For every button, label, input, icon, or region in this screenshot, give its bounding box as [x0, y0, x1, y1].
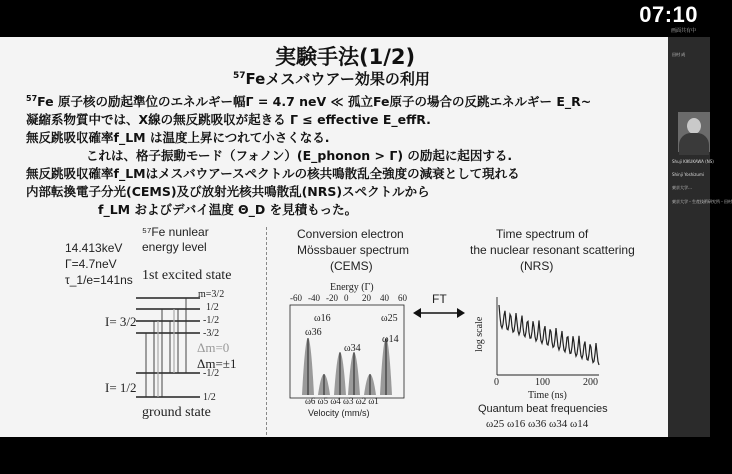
m-label: -1/2 — [203, 315, 220, 326]
nrs-header-3: (NRS) — [520, 259, 554, 273]
nrs-xtick: 100 — [535, 377, 550, 388]
cems-energy-tick: -40 — [308, 293, 320, 303]
participant-name: Shuji KIKUKAWA (NS) — [672, 159, 714, 164]
participant-name: 東京大学・生産技術研究所・田村 — [672, 199, 732, 204]
body-line: 内部転換電子分光(CEMS)及び放射光核共鳴散乱(NRS)スペクトルから — [26, 184, 430, 199]
nrs-header-2: the nuclear resonant scattering — [470, 243, 635, 257]
participant-head — [687, 118, 701, 134]
cems-energy-label: Energy (Γ) — [330, 282, 374, 293]
cems-energy-tick: 40 — [380, 293, 389, 303]
ft-double-arrow — [413, 307, 465, 319]
slide-title: 実験手法(1/2) — [275, 45, 416, 69]
cems-energy-tick: 20 — [362, 293, 371, 303]
participant-shoulders — [679, 133, 709, 155]
cems-header-1: Conversion electron — [297, 227, 404, 241]
participant-panel — [668, 37, 732, 437]
excited-state-label: 1st excited state — [142, 268, 232, 283]
cems-header-3: (CEMS) — [330, 259, 373, 273]
ft-label: FT — [432, 292, 447, 306]
delta-m-zero: Δm=0 — [197, 340, 230, 355]
cems-energy-tick: -20 — [326, 293, 338, 303]
subtitle-isotope: 57 — [233, 71, 246, 81]
lifetime-value: τ_1/e=141ns — [65, 273, 133, 287]
participant-name: 東京大学… — [672, 185, 692, 190]
body-line: これは、格子振動モード（フォノン）(E_phonon > Γ) の励起に起因する. — [86, 148, 513, 163]
cems-xlabel: Velocity (mm/s) — [308, 408, 370, 418]
nrs-time-spectrum — [495, 295, 600, 377]
nrs-ylabel: log scale — [474, 316, 485, 352]
subtitle-text: Feメスバウアー効果の利用 — [245, 70, 430, 88]
m-label: m=3/2 — [198, 289, 225, 300]
slide-subtitle — [233, 68, 430, 89]
body-line: f_LM およびデバイ温度 Θ_D を見積もった。 — [98, 202, 358, 217]
cems-omega-label: ω25 — [381, 313, 398, 324]
nrs-header-1: Time spectrum of — [496, 227, 589, 241]
share-status: 画面共有中 — [670, 28, 696, 34]
cems-energy-tick: 0 — [344, 293, 349, 303]
gamma-value: Γ=4.7neV — [65, 257, 117, 271]
body-line: 無反跳吸収確率f_LMはメスバウアースペクトルの核共鳴散乱全強度の減衰として現れる — [26, 166, 520, 181]
shared-slide — [0, 37, 668, 437]
beat-label: Quantum beat frequencies — [478, 403, 608, 415]
m-label: -3/2 — [203, 328, 220, 339]
spin-lower-label: I= 1/2 — [105, 380, 137, 395]
m-label: 1/2 — [206, 302, 219, 313]
delta-m-pm1: Δm=±1 — [197, 356, 237, 371]
level-header-2: energy level — [142, 240, 207, 254]
cems-omega-label: ω16 — [314, 313, 331, 324]
cems-omega-label: ω34 — [344, 343, 361, 354]
cems-header-2: Mössbauer spectrum — [297, 243, 410, 257]
nrs-xtick: 200 — [583, 377, 598, 388]
spin-upper-label: I= 3/2 — [105, 314, 137, 329]
energy-value: 14.413keV — [65, 241, 123, 255]
participant-video[interactable] — [678, 112, 710, 152]
cems-energy-tick: 60 — [398, 293, 407, 303]
cems-omega-label: ω14 — [382, 334, 399, 345]
energy-level-diagram — [120, 292, 200, 407]
figure-divider — [266, 227, 267, 435]
nrs-xlabel: Time (ns) — [528, 390, 567, 401]
cems-omega-label: ω36 — [305, 327, 322, 338]
nrs-xtick: 0 — [494, 377, 499, 388]
participant-name: 田村 成 — [672, 52, 686, 57]
participant-name: Shinji Yoshizumi — [672, 172, 704, 177]
body-line: 凝縮系物質中では、X線の無反跳吸収が起きる Γ ≤ effective E_effR. — [26, 112, 431, 127]
cems-energy-tick: -60 — [290, 293, 302, 303]
bottom-bar — [0, 437, 710, 474]
top-bar — [0, 0, 710, 37]
level-header-1: ⁵⁷Fe nunlear — [142, 225, 209, 239]
body-line: $^{57}$Fe 原子核の励起準位のエネルギー幅Γ = 4.7 neV ≪ 孤立Fe原子の場合の反跳エネルギー E_R~ — [26, 93, 592, 109]
beat-omegas: ω25 ω16 ω36 ω34 ω14 — [486, 418, 589, 430]
m-label: -1/2 — [203, 368, 220, 379]
cems-bottom-omegas: ω6 ω5 ω4 ω3 ω2 ω1 — [305, 396, 379, 406]
ground-state-label: ground state — [142, 405, 211, 420]
clock-time: 07:10 — [639, 2, 698, 27]
body-line: 無反跳吸収確率f_LM は温度上昇につれて小さくなる. — [26, 130, 330, 145]
m-label: 1/2 — [203, 392, 216, 403]
